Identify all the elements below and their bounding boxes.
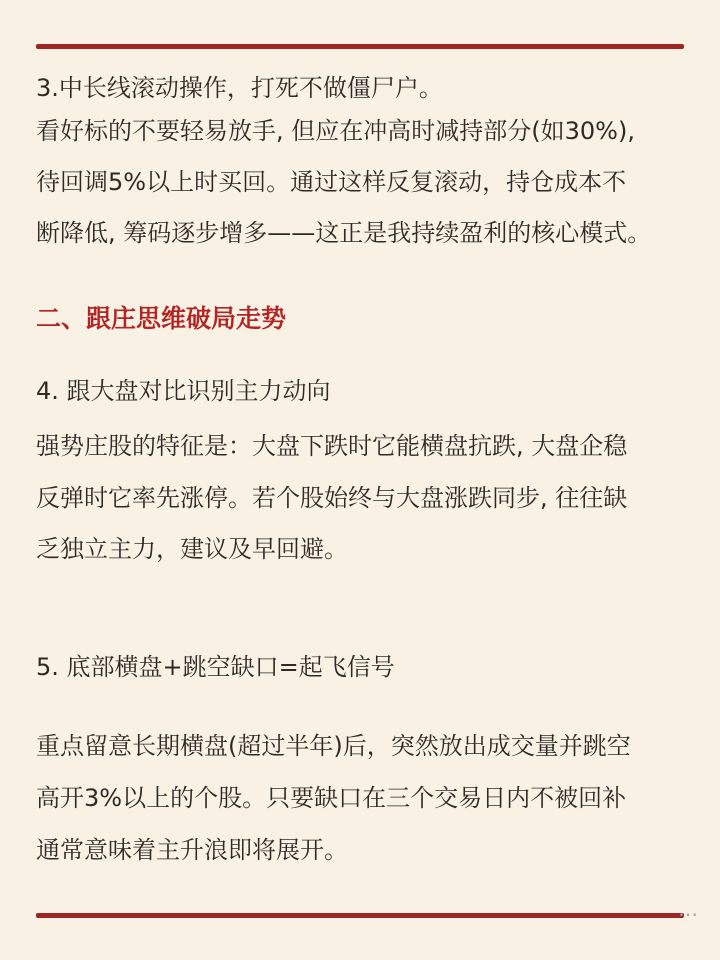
- item-5-body-line-2: 高开3%以上的个股。只要缺口在三个交易日内不被回补: [36, 784, 627, 812]
- top-divider: [36, 44, 684, 49]
- item-4-title: 4. 跟大盘对比识别主力动向: [36, 377, 331, 405]
- section-heading: 二、跟庄思维破局走势: [36, 304, 287, 333]
- item-4-body-line-1: 强势庄股的特征是：大盘下跌时它能横盘抗跌, 大盘企稳: [36, 432, 628, 460]
- item-3-body-line-2: 待回调5%以上时买回。通过这样反复滚动，持仓成本不: [36, 168, 627, 196]
- item-3-title: 3.中长线滚动操作，打死不做僵尸户。: [36, 74, 443, 102]
- item-5-body-line-1: 重点留意长期横盘(超过半年)后，突然放出成交量并跳空: [36, 732, 631, 760]
- item-3-body-line-1: 看好标的不要轻易放手, 但应在冲高时减持部分(如30%),: [36, 117, 635, 145]
- item-4-body-line-3: 乏独立主力，建议及早回避。: [36, 535, 348, 563]
- item-5-body-line-3: 通常意味着主升浪即将展开。: [36, 836, 348, 864]
- item-4-body-line-2: 反弹时它率先涨停。若个股始终与大盘涨跌同步, 往往缺: [36, 484, 628, 512]
- more-dots-icon[interactable]: ⋯: [678, 902, 698, 926]
- bottom-divider: [36, 913, 684, 918]
- item-5-title: 5. 底部横盘+跳空缺口=起飞信号: [36, 653, 395, 681]
- item-3-body-line-3: 断降低, 筹码逐步增多——这正是我持续盈利的核心模式。: [36, 219, 652, 247]
